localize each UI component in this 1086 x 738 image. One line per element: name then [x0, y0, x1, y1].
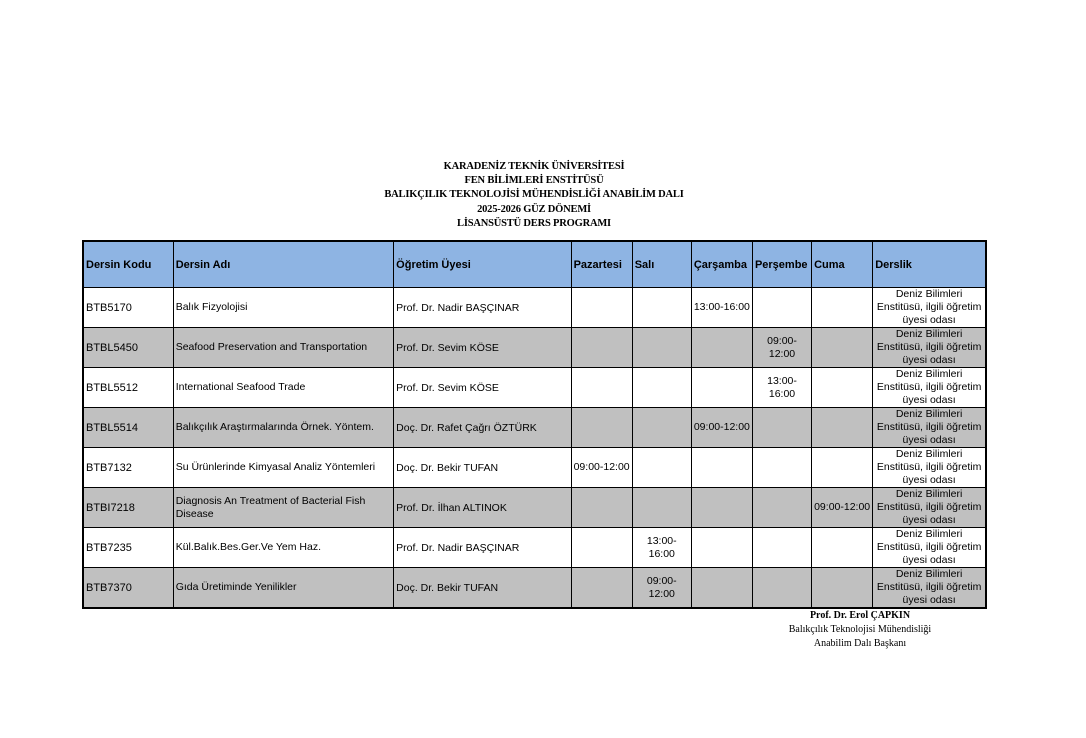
thursday-cell — [752, 488, 811, 528]
course-code: BTB7235 — [83, 528, 173, 568]
wednesday-cell: 13:00-16:00 — [691, 288, 752, 328]
course-teacher: Doç. Dr. Rafet Çağrı ÖZTÜRK — [394, 408, 571, 448]
monday-cell — [571, 528, 632, 568]
friday-cell — [812, 328, 873, 368]
course-teacher: Prof. Dr. İlhan ALTINOK — [394, 488, 571, 528]
friday-cell — [812, 568, 873, 609]
course-name: Gıda Üretiminde Yenilikler — [173, 568, 393, 609]
course-code: BTBL5512 — [83, 368, 173, 408]
signatory-name: Prof. Dr. Erol ÇAPKIN — [809, 610, 911, 621]
monday-cell — [571, 368, 632, 408]
col-header-room: Derslik — [873, 241, 986, 288]
semester: 2025-2026 GÜZ DÖNEMİ — [477, 203, 591, 215]
room-cell: Deniz Bilimleri Enstitüsü, ilgili öğretim üyesi odası — [873, 568, 986, 609]
col-header-monday: Pazartesi — [571, 241, 632, 288]
course-code: BTBI7218 — [83, 488, 173, 528]
course-code: BTBL5450 — [83, 328, 173, 368]
tuesday-cell — [632, 408, 691, 448]
wednesday-cell: 09:00-12:00 — [691, 408, 752, 448]
col-header-tuesday: Salı — [632, 241, 691, 288]
course-name: Diagnosis An Treatment of Bacterial Fish Disease — [173, 488, 393, 528]
thursday-cell: 09:00-12:00 — [752, 328, 811, 368]
tuesday-cell: 13:00-16:00 — [632, 528, 691, 568]
friday-cell — [812, 288, 873, 328]
room-cell: Deniz Bilimleri Enstitüsü, ilgili öğretim üyesi odası — [873, 528, 986, 568]
university-name: KARADENİZ TEKNİK ÜNİVERSİTESİ — [443, 161, 625, 172]
course-code: BTB7132 — [83, 448, 173, 488]
wednesday-cell — [691, 488, 752, 528]
table-row — [83, 488, 986, 528]
course-teacher: Prof. Dr. Nadir BAŞÇINAR — [394, 528, 571, 568]
friday-cell: 09:00-12:00 — [812, 488, 873, 528]
monday-cell — [571, 328, 632, 368]
course-name: Su Ürünlerinde Kimyasal Analiz Yöntemleri — [173, 448, 393, 488]
thursday-cell — [752, 568, 811, 609]
wednesday-cell — [691, 368, 752, 408]
course-teacher: Prof. Dr. Sevim KÖSE — [394, 368, 571, 408]
course-name: Seafood Preservation and Transportation — [173, 328, 393, 368]
room-cell: Deniz Bilimleri Enstitüsü, ilgili öğretim üyesi odası — [873, 448, 986, 488]
course-name: Balıkçılık Araştırmalarında Örnek. Yöntem. — [173, 408, 393, 448]
thursday-cell — [752, 528, 811, 568]
friday-cell — [812, 408, 873, 448]
thursday-cell — [752, 288, 811, 328]
col-header-wednesday: Çarşamba — [691, 241, 752, 288]
table-row — [83, 528, 986, 568]
course-teacher: Prof. Dr. Nadir BAŞÇINAR — [394, 288, 571, 328]
tuesday-cell: 09:00-12:00 — [632, 568, 691, 609]
col-header-teacher: Öğretim Üyesi — [394, 241, 571, 288]
course-teacher: Doç. Dr. Bekir TUFAN — [394, 448, 571, 488]
course-teacher: Doç. Dr. Bekir TUFAN — [394, 568, 571, 609]
table-row — [83, 368, 986, 408]
thursday-cell — [752, 448, 811, 488]
monday-cell: 09:00-12:00 — [571, 448, 632, 488]
monday-cell — [571, 288, 632, 328]
col-header-friday: Cuma — [812, 241, 873, 288]
header-row — [83, 241, 986, 288]
tuesday-cell — [632, 448, 691, 488]
signatory-title: Balıkçılık Teknolojisi Mühendisliği — [788, 624, 932, 635]
table-row — [83, 568, 986, 609]
thursday-cell — [752, 408, 811, 448]
table-body — [83, 288, 986, 609]
friday-cell — [812, 528, 873, 568]
wednesday-cell — [691, 328, 752, 368]
room-cell: Deniz Bilimleri Enstitüsü, ilgili öğretim üyesi odası — [873, 408, 986, 448]
course-name: International Seafood Trade — [173, 368, 393, 408]
course-code: BTB5170 — [83, 288, 173, 328]
wednesday-cell — [691, 528, 752, 568]
course-teacher: Prof. Dr. Sevim KÖSE — [394, 328, 571, 368]
wednesday-cell — [691, 568, 752, 609]
course-code: BTBL5514 — [83, 408, 173, 448]
tuesday-cell — [632, 368, 691, 408]
monday-cell — [571, 488, 632, 528]
wednesday-cell — [691, 448, 752, 488]
monday-cell — [571, 568, 632, 609]
table-row — [83, 288, 986, 328]
institute-name: FEN BİLİMLERİ ENSTİTÜSÜ — [464, 175, 604, 187]
program-title: LİSANSÜSTÜ DERS PROGRAMI — [457, 217, 611, 229]
tuesday-cell — [632, 488, 691, 528]
tuesday-cell — [632, 288, 691, 328]
document-header — [300, 160, 768, 231]
signature-block — [760, 609, 960, 651]
table-row — [83, 408, 986, 448]
table-row — [83, 448, 986, 488]
col-header-thursday: Perşembe — [752, 241, 811, 288]
room-cell: Deniz Bilimleri Enstitüsü, ilgili öğretim üyesi odası — [873, 288, 986, 328]
table-row — [83, 328, 986, 368]
room-cell: Deniz Bilimleri Enstitüsü, ilgili öğretim üyesi odası — [873, 368, 986, 408]
friday-cell — [812, 448, 873, 488]
course-name: Kül.Balık.Bes.Ger.Ve Yem Haz. — [173, 528, 393, 568]
schedule-table — [82, 240, 987, 609]
friday-cell — [812, 368, 873, 408]
tuesday-cell — [632, 328, 691, 368]
signatory-role: Anabilim Dalı Başkanı — [813, 638, 907, 649]
col-header-name: Dersin Adı — [173, 241, 393, 288]
monday-cell — [571, 408, 632, 448]
room-cell: Deniz Bilimleri Enstitüsü, ilgili öğretim üyesi odası — [873, 488, 986, 528]
thursday-cell: 13:00-16:00 — [752, 368, 811, 408]
course-name: Balık Fizyolojisi — [173, 288, 393, 328]
department-name: BALIKÇILIK TEKNOLOJİSİ MÜHENDİSLİĞİ ANABİLİM DALI — [384, 189, 684, 201]
course-code: BTB7370 — [83, 568, 173, 609]
col-header-code: Dersin Kodu — [83, 241, 173, 288]
room-cell: Deniz Bilimleri Enstitüsü, ilgili öğretim üyesi odası — [873, 328, 986, 368]
table-header — [83, 241, 986, 288]
